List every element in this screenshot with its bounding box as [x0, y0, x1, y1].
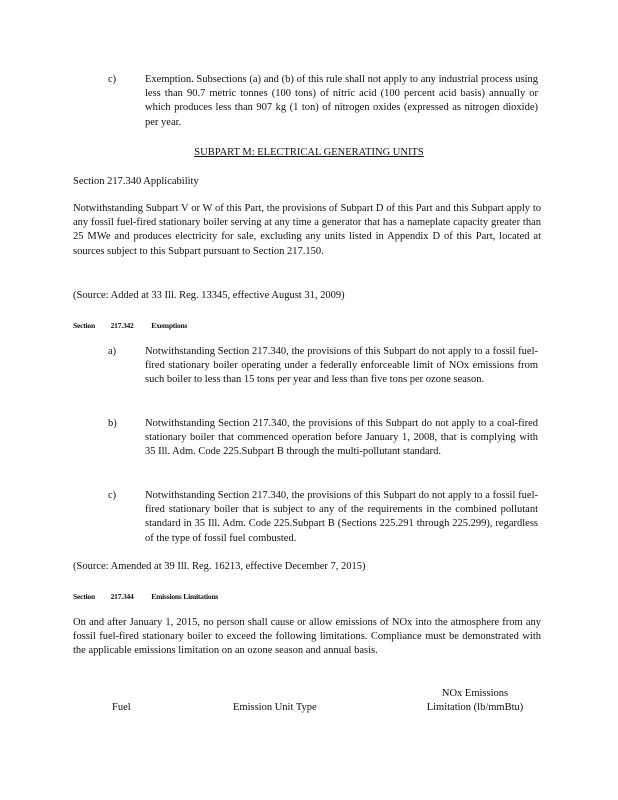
section-344-body: On and after January 1, 2015, no person shall cause or allow emissions of NOx into the atmosphere from any fossil fuel-fired stationary boiler to exceed the following limitations. Compliance must be demonstrated with the applicable emissions limitation on an ozone season and annual basis.	[73, 617, 541, 657]
section-342-item-a-label: a)	[108, 346, 117, 357]
section-342-title: Exemptions	[151, 321, 188, 330]
section-344-title: Emissions Limitations	[151, 592, 219, 601]
table-header-fuel: Fuel	[112, 702, 131, 713]
section-342-item-c-label: c)	[108, 490, 117, 501]
table-header-unit-type: Emission Unit Type	[233, 702, 317, 713]
item-c-intro-label: c)	[108, 74, 117, 85]
section-342-id: 217.342	[110, 321, 134, 330]
section-340-heading: Section 217.340 Applicability	[73, 176, 199, 187]
subpart-title: SUBPART M: ELECTRICAL GENERATING UNITS	[194, 147, 424, 158]
section-342-item-b-label: b)	[108, 418, 117, 429]
table-header-limit-line2: Limitation (lb/mmBtu)	[426, 702, 524, 713]
section-342-source: (Source: Amended at 39 Ill. Reg. 16213, effective December 7, 2015)	[73, 561, 366, 572]
item-c-intro-text: Exemption. Subsections (a) and (b) of this rule shall not apply to any industrial process using less than 90.7 metric tonnes (100 tons) of nitric acid (100 percent acid basis) annually or which produces less than 907 kg (1 ton) of nitrogen oxides (expressed as nitrogen dioxide) per year.	[145, 74, 538, 128]
section-342-number: Section	[73, 321, 95, 330]
table-header-limit-line1: NOx Emissions	[441, 688, 509, 699]
section-342-item-c-text: Notwithstanding Section 217.340, the provisions of this Subpart do not apply to a fossil fuel-fired stationary boiler that is subject to any of the requirements in the combined pollutant standard in 35 Ill. Adm. Code 225.Subpart B (Sections 225.291 through 225.299), regardless of the type of fossil fuel combusted.	[145, 490, 538, 544]
section-342-item-a-text: Notwithstanding Section 217.340, the provisions of this Subpart do not apply to a fossil fuel-fired stationary boiler operating under a federally enforceable limit of NOx emissions from such boiler to less than 15 tons per year and less than five tons per ozone season.	[145, 346, 538, 386]
section-340-body: Notwithstanding Subpart V or W of this Part, the provisions of Subpart D of this Part and this Subpart apply to any fossil fuel-fired stationary boiler serving at any time a generator that has a nameplate capacity greater than 25 MWe and produces electricity for sale, excluding any units listed in Appendix D of this Part, located at sources subject to this Subpart pursuant to Section 217.150.	[73, 203, 541, 257]
section-344-heading	[73, 590, 373, 604]
section-342-item-b-text: Notwithstanding Section 217.340, the provisions of this Subpart do not apply to a coal-fired stationary boiler that commenced operation before January 1, 2008, that is complying with 35 Ill. Adm. Code 225.Subpart B through the multi-pollutant standard.	[145, 418, 538, 458]
section-342-heading	[73, 319, 373, 333]
section-344-id: 217.344	[110, 592, 134, 601]
section-340-source: (Source: Added at 33 Ill. Reg. 13345, effective August 31, 2009)	[73, 290, 345, 301]
section-344-number: Section	[73, 592, 95, 601]
